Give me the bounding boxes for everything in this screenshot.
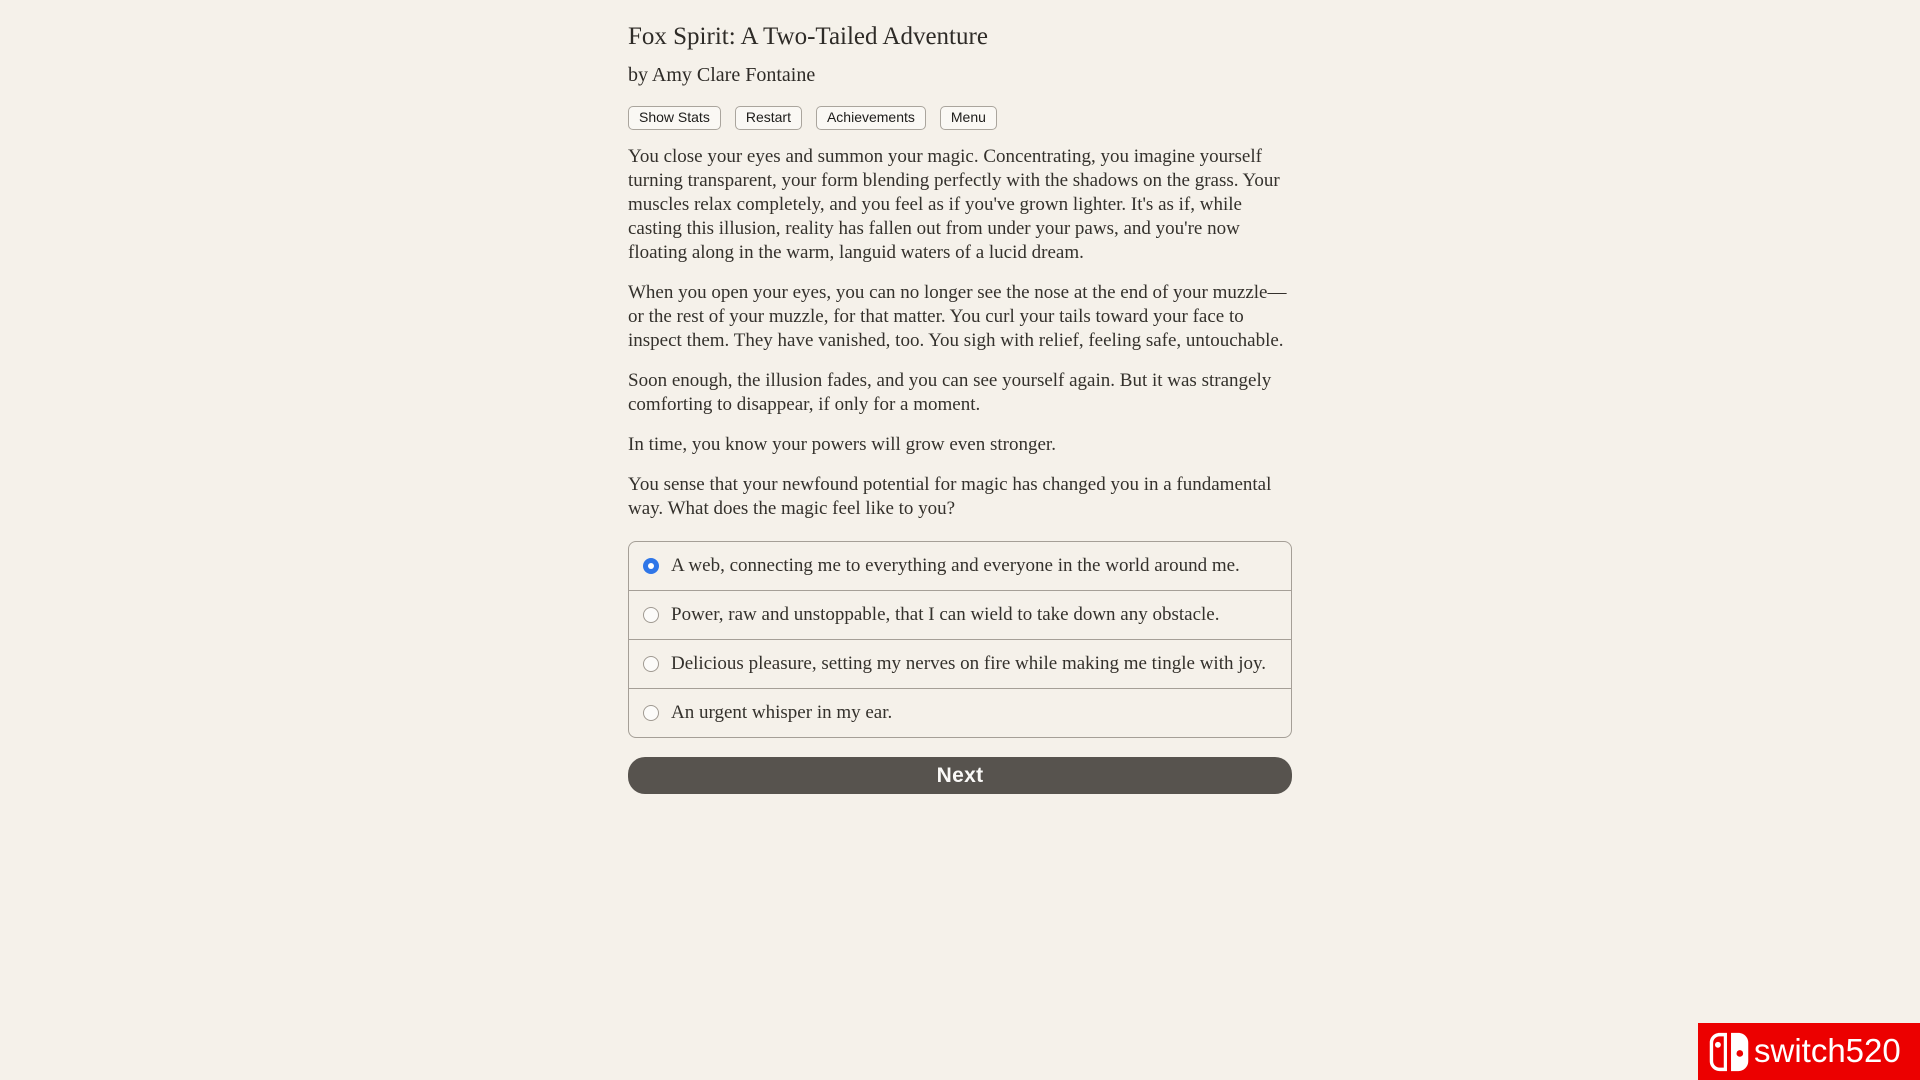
show-stats-button[interactable]: Show Stats (628, 106, 721, 130)
watermark-badge (1698, 1023, 1920, 1080)
toolbar (628, 106, 1292, 130)
nintendo-switch-logo-icon (1707, 1030, 1751, 1074)
menu-button[interactable]: Menu (940, 106, 997, 130)
choice-option-pleasure[interactable] (629, 639, 1291, 688)
choice-option-label: Power, raw and unstoppable, that I can wield to take down any obstacle. (671, 604, 1220, 625)
choice-option-label: An urgent whisper in my ear. (671, 702, 893, 723)
watermark-text: switch520 (1754, 1032, 1901, 1069)
page-title: Fox Spirit: A Two-Tailed Adventure (628, 23, 988, 50)
choice-option-web[interactable] (629, 542, 1291, 590)
story-paragraph: Soon enough, the illusion fades, and you can see yourself again. But it was strangely comforting to disappear, if only for a moment. (628, 370, 1272, 415)
story-paragraph: When you open your eyes, you can no longer see the nose at the end of your muzzle—or the rest of your muzzle, for that matter. You curl your tails toward your face to inspect them. They have vanished, too. You sigh with relief, feeling safe, untouchable. (628, 282, 1287, 351)
next-button[interactable]: Next (628, 757, 1292, 794)
choice-option-label: A web, connecting me to everything and everyone in the world around me. (671, 555, 1240, 576)
byline: by Amy Clare Fontaine (628, 64, 816, 86)
restart-button[interactable]: Restart (735, 106, 802, 130)
choice-option-label: Delicious pleasure, setting my nerves on fire while making me tingle with joy. (671, 653, 1267, 674)
achievements-button[interactable]: Achievements (816, 106, 926, 130)
radio-button-icon[interactable] (643, 607, 659, 623)
choice-group (628, 541, 1292, 738)
story-paragraph: You sense that your newfound potential for magic has changed you in a fundamental way. What does the magic feel like to you? (628, 474, 1272, 519)
choice-option-whisper[interactable] (629, 688, 1291, 737)
story-paragraph: In time, you know your powers will grow even stronger. (628, 434, 1056, 455)
radio-button-icon[interactable] (643, 656, 659, 672)
content-column (628, 0, 1292, 794)
radio-button-icon[interactable] (643, 705, 659, 721)
choice-option-power[interactable] (629, 590, 1291, 639)
story-paragraph: You close your eyes and summon your magic. Concentrating, you imagine yourself turning transparent, your form blending perfectly with the shadows on the grass. Your muscles relax completely, and you feel as if you've grown lighter. It's as if, while casting this illusion, reality has fallen out from under your paws, and you're now floating along in the warm, languid waters of a lucid dream. (628, 146, 1280, 263)
radio-button-icon[interactable] (643, 558, 659, 574)
story-text (628, 145, 1292, 521)
